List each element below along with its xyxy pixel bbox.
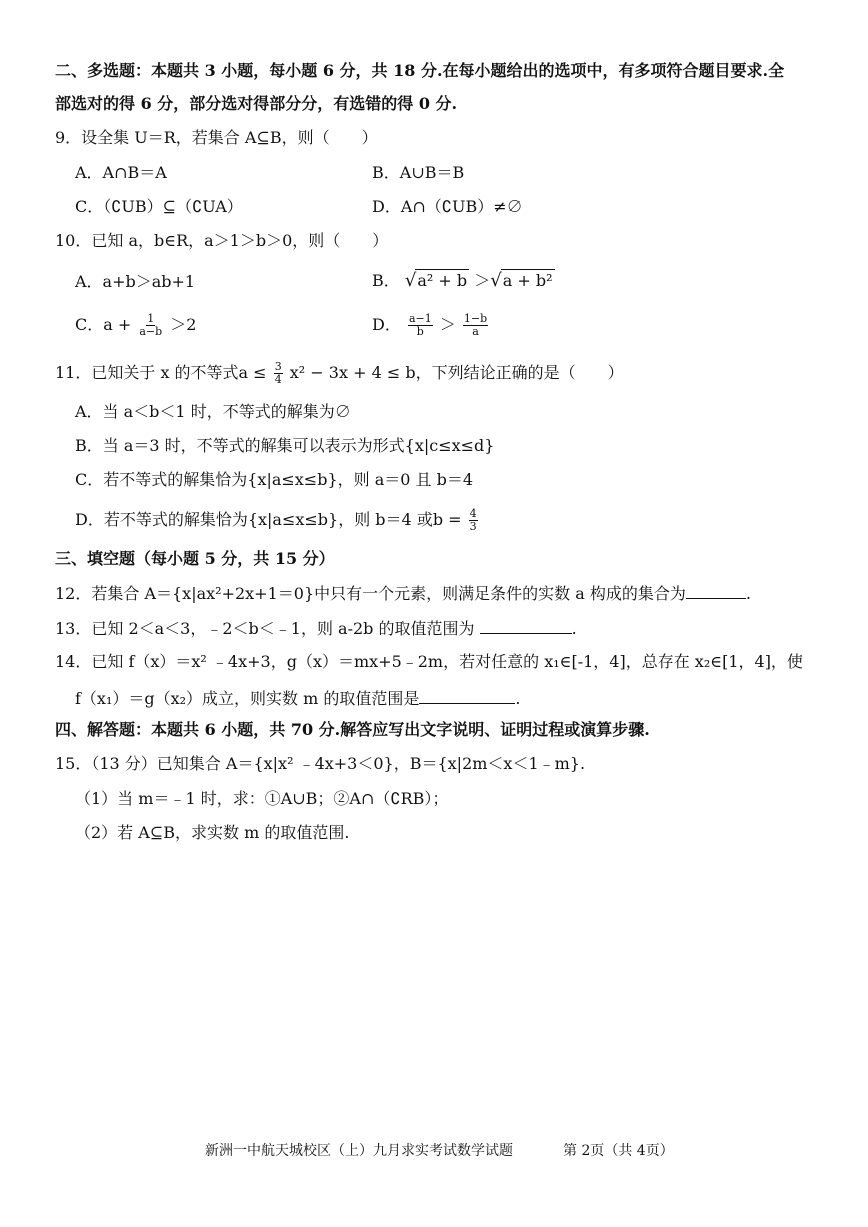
- numerator: 3: [274, 360, 282, 373]
- denominator: a−b: [139, 325, 163, 338]
- fraction: [138, 313, 163, 338]
- question-10-stem: 10．已知 a，b∈R，a＞1＞b＞0，则（ ）: [55, 231, 389, 250]
- greater-than: ＞: [439, 315, 456, 334]
- question-9-option-d: D．A∩（∁UB）≠∅: [372, 197, 523, 216]
- period: .: [745, 584, 751, 603]
- denominator: 4: [274, 373, 282, 386]
- sqrt-sign: √: [404, 270, 417, 291]
- answer-blank[interactable]: [686, 582, 746, 599]
- question-11-option-b: B．当 a＝3 时，不等式的解集可以表示为形式{x|c≤x≤d}: [75, 436, 495, 455]
- sqrt-sign: √: [490, 270, 502, 291]
- question-14-text: f（x₁）＝g（x₂）成立，则实数 m 的取值范围是: [75, 689, 420, 708]
- footer-page-number: 第 2页（共 4页）: [563, 1143, 674, 1159]
- period: .: [571, 619, 577, 638]
- numerator: 1−b: [463, 312, 488, 325]
- question-12-text: 12．若集合 A＝{x|ax²+2x+1＝0}中只有一个元素，则满足条件的实数 a 构成的集合为: [55, 584, 686, 603]
- question-11-option-c: C．若不等式的解集恰为{x|a≤x≤b}，则 a＝0 且 b＝4: [75, 470, 474, 489]
- denominator: b: [416, 325, 424, 338]
- answer-blank[interactable]: [480, 617, 572, 634]
- radicand-right: a + b²: [502, 271, 553, 290]
- question-15-stem: 15．（13 分）已知集合 A＝{x|x² ﹣4x+3＜0}，B＝{x|2m＜x＜1﹣m}.: [55, 754, 586, 773]
- question-9-option-b: B．A∪B＝B: [372, 163, 465, 182]
- question-10-option-a: A．a+b＞ab+1: [75, 272, 196, 291]
- question-15-part-1: （1）当 m＝﹣1 时，求：①A∪B；②A∩（∁RB）；: [75, 789, 449, 808]
- option-label: B．: [372, 271, 400, 290]
- question-12: [55, 582, 751, 605]
- question-11-option-d: [75, 508, 480, 533]
- fraction: [469, 508, 478, 533]
- fraction: [274, 361, 283, 386]
- question-13: [55, 617, 577, 640]
- question-11-stem: [55, 361, 624, 386]
- option-d-prefix: D．若不等式的解集恰为{x|a≤x≤b}，则 b＝4 或b =: [75, 510, 462, 529]
- numerator: 1: [147, 312, 155, 325]
- question-9-option-c: C．（∁UB）⊆（∁UA）: [75, 197, 243, 216]
- question-10-option-d: [372, 313, 490, 338]
- period: .: [515, 689, 521, 708]
- answer-blank[interactable]: [419, 687, 515, 704]
- question-15-part-2: （2）若 A⊆B，求实数 m 的取值范围.: [75, 823, 350, 842]
- footer-exam-title: 新洲一中航天城校区（上）九月求实考试数学试题: [205, 1143, 513, 1159]
- section-2-heading-line1: 二、多选题：本题共 3 小题，每小题 6 分，共 18 分.在每小题给出的选项中，有多项符合题目要求.全: [55, 61, 785, 80]
- option-c-suffix: ＞2: [170, 315, 197, 334]
- radicand-left: a² + b: [417, 271, 468, 290]
- stem-suffix: x² − 3x + 4 ≤ b，下列结论正确的是（ ）: [289, 363, 624, 382]
- fraction-left: [408, 313, 433, 338]
- question-11-option-a: A．当 a＜b＜1 时，不等式的解集为∅: [75, 402, 351, 421]
- question-13-text: 13．已知 2＜a＜3，﹣2＜b＜﹣1，则 a-2b 的取值范围为: [55, 619, 480, 638]
- numerator: a−1: [408, 312, 432, 325]
- section-3-heading: 三、填空题（每小题 5 分，共 15 分）: [55, 549, 335, 568]
- denominator: 3: [469, 520, 477, 533]
- question-9-option-a: A．A∩B＝A: [75, 163, 167, 182]
- question-10-option-c: [75, 313, 196, 338]
- fraction-right: [463, 313, 488, 338]
- section-4-heading: 四、解答题：本题共 6 小题，共 70 分.解答应写出文字说明、证明过程或演算步骤.: [55, 720, 650, 739]
- greater-than: ＞: [474, 271, 491, 290]
- question-10-option-b: [372, 269, 555, 292]
- denominator: a: [472, 325, 479, 338]
- numerator: 4: [469, 507, 477, 520]
- question-14-line1: 14．已知 f（x）＝x² ﹣4x+3，g（x）＝mx+5﹣2m，若对任意的 x₁∈[-1，4]，总存在 x₂∈[1，4]，使: [55, 652, 803, 671]
- stem-prefix: 11．已知关于 x 的不等式a ≤: [55, 363, 267, 382]
- option-label: D．: [372, 315, 401, 334]
- question-9-stem: 9．设全集 U＝R，若集合 A⊆B，则（ ）: [55, 128, 378, 147]
- section-2-heading-line2: 部选对的得 6 分，部分选对得部分分，有选错的得 0 分.: [55, 94, 458, 113]
- option-c-prefix: C．a +: [75, 315, 132, 334]
- question-14-line2: [75, 687, 520, 710]
